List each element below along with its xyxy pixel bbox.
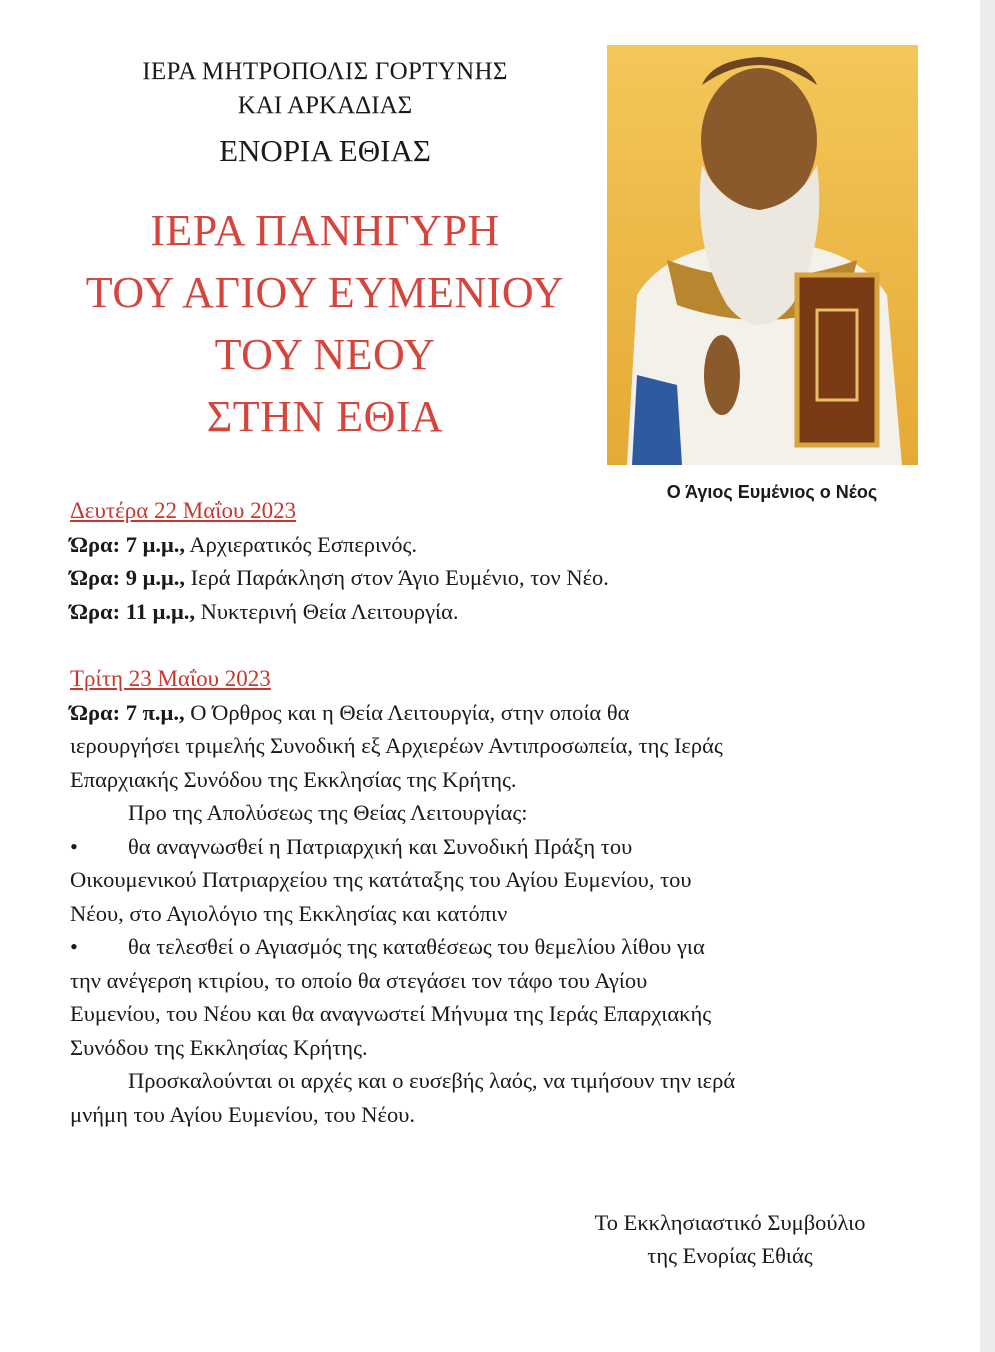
schedule-item (70, 696, 930, 730)
bullet-item (70, 930, 930, 964)
title-line: ΙΕΡΑ ΠΑΝΗΓΥΡΗ (150, 206, 500, 255)
item-text: Ιερά Παράκληση στον Άγιο Ευμένιο, τον Νέο. (185, 565, 609, 590)
icon-caption: Ο Άγιος Ευμένιος ο Νέος (666, 482, 878, 502)
body-line: ιερουργήσει τριμελής Συνοδική εξ Αρχιερέων Αντιπροσωπεία, της Ιεράς (70, 733, 723, 758)
item-text: Ο Όρθρος και η Θεία Λειτουργία, στην οποία θα (184, 699, 630, 725)
signature-line: Το Εκκλησιαστικό Συμβούλιο (594, 1210, 866, 1235)
metropolis-region: ΚΑΙ ΑΡΚΑΔΙΑΣ (237, 92, 413, 119)
intro-line: Προ της Απολύσεως της Θείας Λειτουργίας: (128, 800, 528, 825)
closing-line: μνήμη του Αγίου Ευμενίου, του Νέου. (70, 1101, 416, 1127)
closing-line: Προσκαλούνται οι αρχές και ο ευσεβής λαός, να τιμήσουν την ιερά (128, 1068, 736, 1093)
time-label: Ώρα: 7 μ.μ., (70, 531, 185, 557)
body-line: Επαρχιακής Συνόδου της Εκκλησίας της Κρήτης. (70, 766, 517, 792)
title-line: ΤΟΥ ΝΕΟΥ (214, 330, 436, 379)
schedule-item (70, 561, 930, 595)
bullet-icon: • (70, 833, 78, 859)
body-line: θα τελεσθεί ο Αγιασμός της καταθέσεως του θεμελίου λίθου για (128, 934, 705, 959)
item-text: Αρχιερατικός Εσπερινός. (185, 531, 418, 557)
schedule-item (70, 595, 930, 629)
body-line: την ανέγερση κτιρίου, το οποίο θα στεγάσει τον τάφο του Αγίου (70, 967, 648, 993)
metropolis-name: ΙΕΡΑ ΜΗΤΡΟΠΟΛΙΣ ΓΟΡΤΥΝΗΣ (142, 58, 508, 85)
body-line: Νέου, στο Αγιολόγιο της Εκκλησίας και κατόπιν (70, 900, 508, 926)
day1-date: Δευτέρα 22 Μαΐου 2023 (70, 498, 297, 523)
signature (520, 1206, 940, 1272)
day2-date: Τρίτη 23 Μαΐου 2023 (70, 666, 271, 691)
title-line: ΣΤΗΝ ΕΘΙΑ (206, 392, 444, 441)
time-label: Ώρα: 11 μ.μ., (70, 598, 196, 624)
schedule-item (70, 528, 930, 562)
page-edge (980, 0, 995, 1352)
schedule (70, 494, 930, 1131)
time-label: Ώρα: 9 μ.μ., (70, 565, 185, 590)
saint-icon-image (607, 45, 918, 465)
parish-name: ΕΝΟΡΙΑ ΕΘΙΑΣ (219, 133, 431, 168)
body-line: Οικουμενικού Πατριαρχείου της κατάταξης του Αγίου Ευμενίου, του (70, 867, 692, 892)
signature-line: της Ενορίας Εθιάς (647, 1243, 813, 1268)
bullet-item (70, 830, 930, 864)
title-line: ΤΟΥ ΑΓΙΟΥ ΕΥΜΕΝΙΟΥ (85, 268, 565, 317)
time-label: Ώρα: 7 π.μ., (70, 699, 185, 725)
body-line: Ευμενίου, του Νέου και θα αναγνωστεί Μήνυμα της Ιεράς Επαρχιακής (70, 1001, 712, 1026)
event-title (40, 200, 610, 448)
bullet-icon: • (70, 934, 78, 959)
body-line: θα αναγνωσθεί η Πατριαρχική και Συνοδική Πράξη του (128, 833, 633, 859)
item-text: Νυκτερινή Θεία Λειτουργία. (195, 598, 459, 624)
body-line: Συνόδου της Εκκλησίας Κρήτης. (70, 1034, 368, 1060)
